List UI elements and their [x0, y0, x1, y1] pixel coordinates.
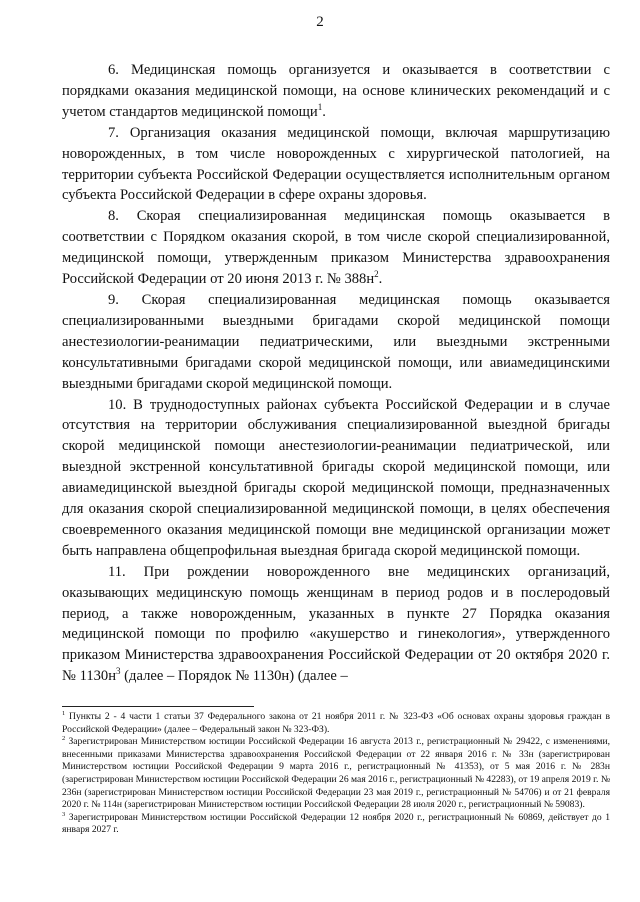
paragraph-text: 6. Медицинская помощь организуется и оказывается в соответствии с порядками оказания медицинской помощи, на основе клинических рекомендаций и с учетом стандартов медицинской помощи	[62, 62, 610, 120]
footnote-3	[62, 812, 610, 837]
paragraph-text-end: .	[322, 103, 326, 120]
footnote-number: 3	[62, 810, 66, 818]
paragraph-text: 9. Скорая специализированная медицинская помощь оказывается специализированными выездными бригадами скорой медицинской помощи анестезиологии-реанимации педиатрическими, или выездными экстренными консультативными бригадами скорой медицинской помощи, или авиамедицинскими выездными бригадами скорой медицинской помощи.	[62, 291, 610, 392]
paragraph-text: 7. Организация оказания медицинской помощи, включая маршрутизацию новорожденных, в том числе новорожденных с хирургической патологией, на территории субъекта Российской Федерации осуществляется исполнительным органом субъекта Российской Федерации в сфере охраны здоровья.	[62, 124, 610, 204]
paragraph-11	[62, 562, 610, 687]
footnote-number: 2	[62, 735, 66, 743]
footnote-2	[62, 736, 610, 812]
paragraph-8	[62, 206, 610, 290]
footnote-ref-3: 3	[116, 666, 121, 677]
paragraph-text-end: .	[378, 271, 383, 288]
footnote-ref-2: 2	[374, 269, 379, 280]
footnote-ref-1: 1	[317, 101, 323, 112]
footnote-1	[62, 711, 610, 736]
paragraph-text: 8. Скорая специализированная медицинская помощь оказывается в соответствии с Порядком оказания скорой, в том числе скорой специализированной, медицинской помощи, утвержденным приказом Министерства здравоохранения Российской Федерации от 20 июня 2013 г. № 388н	[62, 208, 610, 288]
paragraph-6	[62, 60, 610, 123]
footnote-text: Пункты 2 - 4 части 1 статьи 37 Федерального закона от 21 ноября 2011 г. № 323-ФЗ «Об основах охраны здоровья граждан в Российской Федерации» (далее – Федеральный закон № 323-ФЗ).	[62, 711, 610, 735]
page-number: 2	[316, 14, 324, 30]
paragraph-text: 11. При рождении новорожденного вне медицинских организаций, оказывающих медицинскую помощь женщинам в период родов и в послеродовый период, а также новорожденным, указанных в пункте 27 Порядка оказания медицинской помощи по профилю «акушерство и гинекология», утвержденного приказом Министерства здравоохранения Российской Федерации от 20 октября 2020 г. № 1130н	[62, 563, 610, 685]
footnote-text: Зарегистрирован Министерством юстиции Российской Федерации 12 ноября 2020 г., регистрационный № 60869, действует до 1 января 2027 г.	[62, 811, 610, 836]
footnote-separator	[62, 706, 254, 707]
footnote-number: 1	[62, 710, 66, 717]
body-text	[62, 60, 610, 687]
paragraph-text: 10. В труднодоступных районах субъекта Российской Федерации и в случае отсутствия на территории обслуживания специализированной выездной бригады скорой медицинской помощи анестезиологии-реанимации педиатрической, или выездной экстренной консультативной бригады скорой медицинской помощи, или авиамедицинской выездной бригады скорой медицинской помощи, предназначенных для оказания скорой специализированной медицинской помощи, в целях обеспечения своевременного оказания медицинской помощи вне медицинской организации может быть направлена общепрофильная выездная бригада скорой медицинской помощи.	[62, 396, 610, 559]
footnote-text: Зарегистрирован Министерством юстиции Российской Федерации 16 августа 2013 г., регистрационный № 29422, с изменениями, внесенными приказами Министерства здравоохранения Российской Федерации от 22 января 2016 г. № 33н (зарегистрирован Министерством юстиции Российской Федерации 9 марта 2016 г., регистрационный № 41353), от 5 мая 2016 г. № 283н (зарегистрирован Министерством юстиции Российской Федерации 26 мая 2016 г., регистрационный № 42283), от 19 апреля 2019 г. № 236н (зарегистрирован Министерством юстиции Российской Федерации 23 мая 2019 г., регистрационный № 54706) и от 21 февраля 2020 г. № 114н (зарегистрирован Министерством юстиции Российской Федерации 28 июля 2020 г., регистрационный № 59083).	[62, 736, 610, 811]
paragraph-text-end: (далее – Порядок № 1130н) (далее –	[120, 668, 348, 685]
paragraph-9	[62, 290, 610, 395]
paragraph-10	[62, 395, 610, 562]
footnotes	[62, 711, 610, 837]
paragraph-7	[62, 123, 610, 207]
